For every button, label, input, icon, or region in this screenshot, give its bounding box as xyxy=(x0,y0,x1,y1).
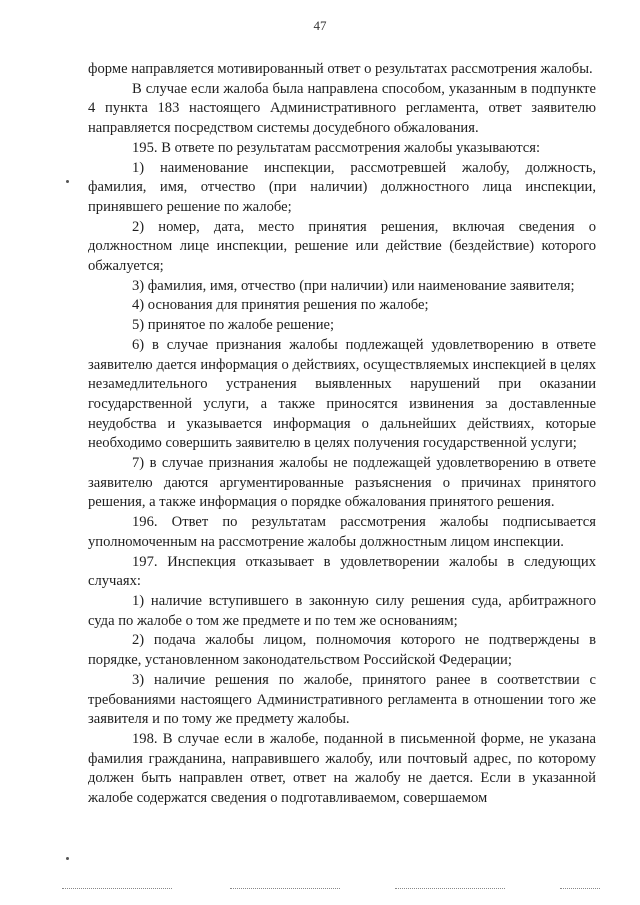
scan-edge-line xyxy=(560,888,600,889)
paragraph-196: 196. Ответ по результатам рассмотрения жалобы подписывается уполномоченным на рассмотрение жалобы должностным лицом инспекции. xyxy=(88,514,596,550)
scan-edge-line xyxy=(62,888,172,889)
page-number: 47 xyxy=(313,18,327,33)
paragraph-1: форме направляется мотивированный ответ о результатах рассмотрения жалобы. xyxy=(88,61,593,77)
scan-edge-line xyxy=(395,888,505,889)
list-item-195-6: 6) в случае признания жалобы подлежащей удовлетворению в ответе заявителю дается информация о действиях, осуществляемых инспекцией в целях незамедлительного устранения выявленных нарушений при оказании государственной услуги, а также приносятся извинения за доставленные неудобства и указывается информация о дальнейших действиях, которые необходимо совершить заявителю в целях получения государственной услуги; xyxy=(88,336,596,452)
list-item-197-2: 2) подача жалобы лицом, полномочия которого не подтверждены в порядке, установленном законодательством Российской Федерации; xyxy=(88,632,596,669)
list-item-195-7: 7) в случае признания жалобы не подлежащей удовлетворению в ответе заявителю даются аргументированные разъяснения о причинах принятого решения, а также информация о порядке обжалования принятого решения. xyxy=(88,455,596,511)
list-item-195-2: 2) номер, дата, место принятия решения, включая сведения о должностном лице инспекции, решение или действие (бездействие) которого обжалуется; xyxy=(88,218,596,275)
paragraph-195: 195. В ответе по результатам рассмотрения жалобы указываются: xyxy=(132,139,541,156)
list-item-195-3: 3) фамилия, имя, отчество (при наличии) или наименование заявителя; xyxy=(132,277,575,294)
scan-speck xyxy=(66,180,69,183)
list-item-197-1: 1) наличие вступившего в законную силу решения суда, арбитражного суда по жалобе о том же предмете и по тем же основаниям; xyxy=(88,592,596,629)
list-item-197-3: 3) наличие решения по жалобе, принятого ранее в соответствии с требованиями настоящего Административного регламента в отношении того же заявителя и по тому же предмету жалобы. xyxy=(88,671,596,728)
paragraph-197: 197. Инспекция отказывает в удовлетворении жалобы в следующих случаях: xyxy=(88,553,596,590)
scan-speck xyxy=(66,857,69,860)
paragraph-198: 198. В случае если в жалобе, поданной в письменной форме, не указана фамилия гражданина, направившего жалобу, или почтовый адрес, по которому должен быть направлен ответ, ответ на жалобу не дается. Если в указанной жалобе содержатся сведения о подготавливаемом, совершаемом xyxy=(88,730,596,807)
list-item-195-1: 1) наименование инспекции, рассмотревшей жалобу, должность, фамилия, имя, отчество (при наличии) должностного лица инспекции, принявшего решение по жалобе; xyxy=(88,159,596,215)
paragraph-2: В случае если жалоба была направлена способом, указанным в подпункте 4 пункта 183 настоящего Административного регламента, ответ заявителю направляется посредством системы досудебного обжалования. xyxy=(88,80,596,137)
list-item-195-4: 4) основания для принятия решения по жалобе; xyxy=(132,297,429,314)
document-body xyxy=(88,60,596,809)
scan-edge-line xyxy=(230,888,340,889)
list-item-195-5: 5) принятое по жалобе решение; xyxy=(132,317,335,334)
